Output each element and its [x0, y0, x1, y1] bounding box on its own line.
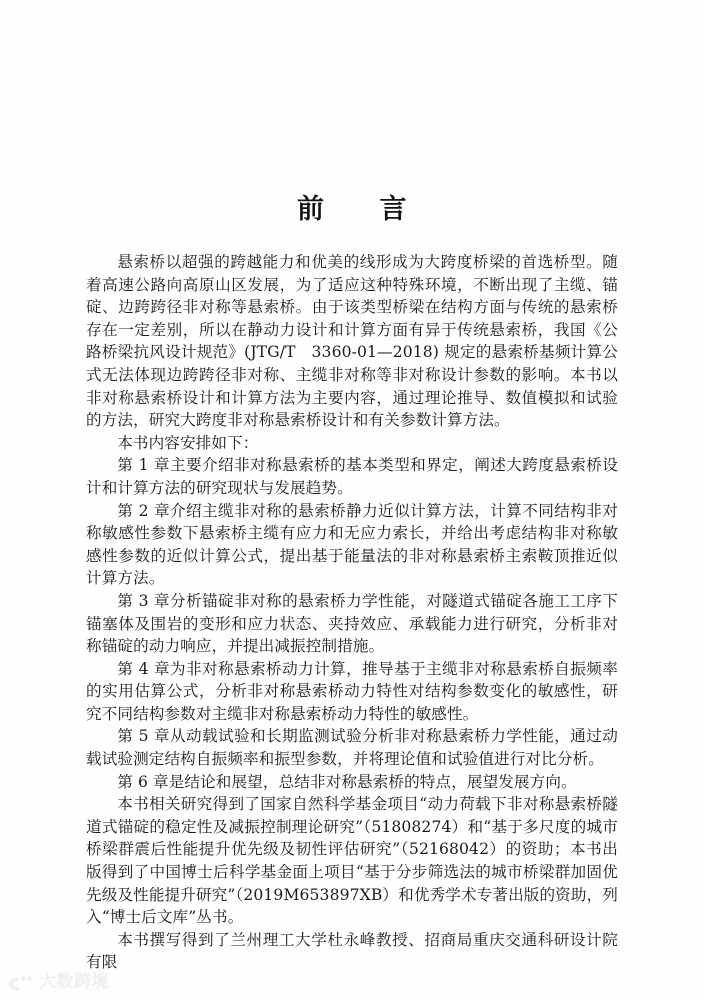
paragraph: 本书内容安排如下：: [117, 433, 259, 452]
paragraph: 本书撰写得到了兰州理工大学杜永峰教授、招商局重庆交通科研设计院有限: [86, 930, 618, 972]
paragraph: 本书相关研究得到了国家自然科学基金项目“动力荷载下非对称悬索桥隧道式锚碇的稳定性及减振控制理论研究”（51808274）和“基于多尺度的城市桥梁群震后性能提升优先级及韧性评估研究”（52168042）的资助；本书出版得到了中国博士后科学基金面上项目“基于分步筛选法的城市桥梁群加固优先级及性能提升研究”（2019M653897XB）和优秀学术专著出版的资助，列入“博士后文库”丛书。: [86, 795, 618, 927]
paragraph: 悬索桥以超强的跨越能力和优美的线形成为大跨度桥梁的首选桥型。随着高速公路向高原山区发展，为了适应这种特殊环境，不断出现了主缆、锚碇、边跨跨径非对称等悬索桥。由于该类型桥梁在结构方面与传统的悬索桥存在一定差别，所以在静动力设计和计算方面有异于传统悬索桥，我国《公路桥梁抗风设计规范》(JTG/T 3360-01—2018) 规定的悬索桥基频计算公式无法体现边跨跨径非对称、主缆非对称等非对称设计参数的影响。本书以非对称悬索桥设计和计算方法为主要内容，通过理论推导、数值模拟和试验的方法，研究大跨度非对称悬索桥设计和有关参数计算方法。: [86, 253, 618, 430]
paragraph: 第 4 章为非对称悬索桥动力计算，推导基于主缆非对称悬索桥自振频率的实用估算公式，分析非对称悬索桥动力特性对结构参数变化的敏感性，研究不同结构参数对主缆非对称悬索桥动力特性的敏感性。: [86, 659, 618, 723]
paragraph: 第 1 章主要介绍非对称悬索桥的基本类型和界定，阐述大跨度悬索桥设计和计算方法的研究现状与发展趋势。: [86, 456, 618, 497]
paragraph: 第 5 章从动载试验和长期监测试验分析非对称悬索桥力学性能，通过动载试验测定结构自振频率和振型参数，并将理论值和试验值进行对比分析。: [86, 727, 618, 769]
paw-logo-icon: [8, 973, 34, 992]
body-text-block: [86, 251, 618, 974]
page-title: 前 言: [297, 194, 407, 225]
watermark-text: 大数跨境: [39, 972, 109, 992]
paragraph: 第 3 章分析锚碇非对称的悬索桥力学性能，对隧道式锚碇各施工工序下锚塞体及围岩的变形和应力状态、夹持效应、承载能力进行研究，分析非对称锚碇的动力响应，并提出减振控制措施。: [86, 591, 618, 656]
watermark: [8, 973, 109, 992]
paragraph: 第 6 章是结论和展望，总结非对称悬索桥的特点，展望发展方向。: [117, 772, 577, 791]
paragraph: 第 2 章介绍主缆非对称的悬索桥静力近似计算方法，计算不同结构非对称敏感性参数下悬索桥主缆有应力和无应力索长，并给出考虑结构非对称敏感性参数的近似计算公式，提出基于能量法的非对称悬索桥主索鞍顶推近似计算方法。: [86, 501, 618, 588]
